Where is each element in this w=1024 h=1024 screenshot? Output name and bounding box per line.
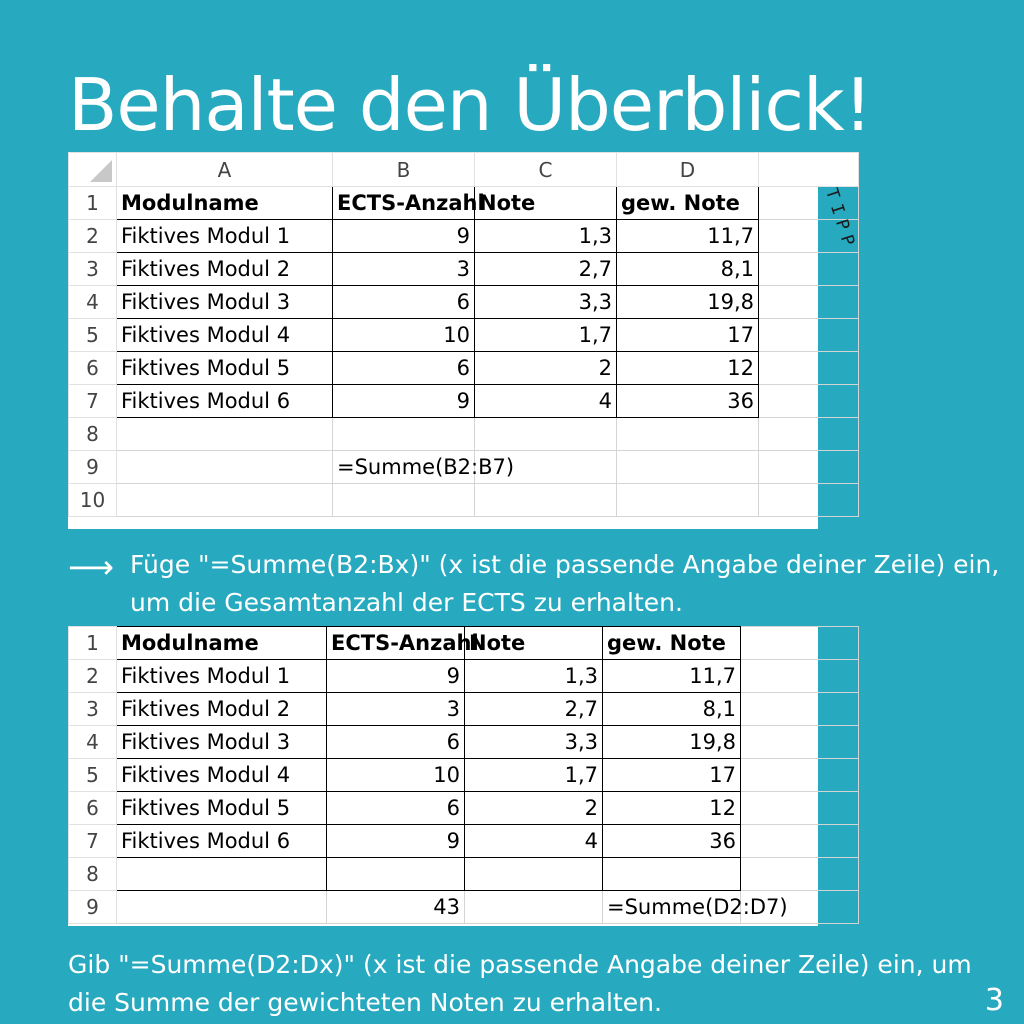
instruction-1-line-1: Füge "=Summe(B2:Bx)" (x ist die passende Angabe deiner Zeile) ein, <box>130 550 1000 579</box>
cell-d6[interactable]: 12 <box>603 792 741 825</box>
table-row <box>69 726 859 759</box>
cell-b1[interactable]: ECTS-Anzahl <box>327 627 465 660</box>
instruction-2-line-2: die Summe der gewichteten Noten zu erhalten. <box>68 988 662 1017</box>
spreadsheet-2 <box>68 626 818 926</box>
cell-d4[interactable]: 19,8 <box>617 286 759 319</box>
cell-d6[interactable]: 12 <box>617 352 759 385</box>
row-header[interactable]: 4 <box>69 286 117 319</box>
cell-b9-formula[interactable]: =Summe(B2:B7) <box>333 451 475 484</box>
column-header-d[interactable]: D <box>617 153 759 187</box>
cell-a9[interactable] <box>117 451 333 484</box>
row-header[interactable]: 3 <box>69 693 117 726</box>
table-row <box>69 627 859 660</box>
cell-c8[interactable] <box>465 858 603 891</box>
row-header[interactable]: 9 <box>69 891 117 924</box>
table-row <box>69 484 859 517</box>
cell-c2[interactable]: 1,3 <box>475 220 617 253</box>
cell-c6[interactable]: 2 <box>475 352 617 385</box>
cell-a3[interactable]: Fiktives Modul 2 <box>117 253 333 286</box>
cell-d3[interactable]: 8,1 <box>603 693 741 726</box>
cell-a3[interactable]: Fiktives Modul 2 <box>117 693 327 726</box>
table-row <box>69 253 859 286</box>
table-row <box>69 385 859 418</box>
cell-b10[interactable] <box>333 484 475 517</box>
row-header[interactable]: 10 <box>69 484 117 517</box>
cell-a6[interactable]: Fiktives Modul 5 <box>117 792 327 825</box>
cell-b2[interactable]: 9 <box>327 660 465 693</box>
table-row <box>69 891 859 924</box>
cell-d9-formula[interactable]: =Summe(D2:D7) <box>603 891 741 924</box>
instruction-1-line-2: um die Gesamtanzahl der ECTS zu erhalten. <box>130 588 683 617</box>
cell-a6[interactable]: Fiktives Modul 5 <box>117 352 333 385</box>
cell-e8[interactable] <box>759 418 859 451</box>
cell-a2[interactable]: Fiktives Modul 1 <box>117 220 333 253</box>
column-header-b[interactable]: B <box>333 153 475 187</box>
table-row <box>69 220 859 253</box>
cell-e4[interactable] <box>741 726 859 759</box>
cell-e1[interactable] <box>741 627 859 660</box>
cell-e6[interactable] <box>741 792 859 825</box>
row-header[interactable]: 6 <box>69 792 117 825</box>
row-header[interactable]: 8 <box>69 418 117 451</box>
cell-e4[interactable] <box>759 286 859 319</box>
cell-c6[interactable]: 2 <box>465 792 603 825</box>
row-header[interactable]: 6 <box>69 352 117 385</box>
instruction-2 <box>68 946 972 1022</box>
cell-b5[interactable]: 10 <box>327 759 465 792</box>
instruction-1 <box>130 546 999 622</box>
table-row <box>69 660 859 693</box>
row-header[interactable]: 2 <box>69 660 117 693</box>
cell-e9[interactable] <box>759 451 859 484</box>
cell-b7[interactable]: 9 <box>327 825 465 858</box>
table-row <box>69 693 859 726</box>
cell-d8[interactable] <box>617 418 759 451</box>
table-row <box>69 319 859 352</box>
cell-e3[interactable] <box>759 253 859 286</box>
row-header[interactable]: 2 <box>69 220 117 253</box>
cell-d9[interactable] <box>617 451 759 484</box>
cell-b4[interactable]: 6 <box>327 726 465 759</box>
cell-b5[interactable]: 10 <box>333 319 475 352</box>
cell-d1[interactable]: gew. Note <box>617 187 759 220</box>
cell-a1[interactable]: Modulname <box>117 187 333 220</box>
cell-e7[interactable] <box>741 825 859 858</box>
cell-b9-sum[interactable]: 43 <box>327 891 465 924</box>
row-header[interactable]: 1 <box>69 187 117 220</box>
table-row <box>69 792 859 825</box>
table-row <box>69 825 859 858</box>
cell-d2[interactable]: 11,7 <box>617 220 759 253</box>
table-row <box>69 286 859 319</box>
table-row <box>69 418 859 451</box>
cell-d10[interactable] <box>617 484 759 517</box>
table-row <box>69 451 859 484</box>
cell-a1[interactable]: Modulname <box>117 627 327 660</box>
cell-b1[interactable]: ECTS-Anzahl <box>333 187 475 220</box>
cell-c10[interactable] <box>475 484 617 517</box>
cell-e3[interactable] <box>741 693 859 726</box>
row-header[interactable]: 3 <box>69 253 117 286</box>
cell-b8[interactable] <box>327 858 465 891</box>
cell-c2[interactable]: 1,3 <box>465 660 603 693</box>
cell-a8[interactable] <box>117 418 333 451</box>
cell-a2[interactable]: Fiktives Modul 1 <box>117 660 327 693</box>
row-header[interactable]: 4 <box>69 726 117 759</box>
cell-c3[interactable]: 2,7 <box>465 693 603 726</box>
cell-c8[interactable] <box>475 418 617 451</box>
table-row <box>69 352 859 385</box>
table-row <box>69 187 859 220</box>
select-all-corner[interactable] <box>69 153 117 187</box>
spreadsheet-1-table <box>68 152 859 517</box>
cell-c5[interactable]: 1,7 <box>465 759 603 792</box>
cell-d5[interactable]: 17 <box>603 759 741 792</box>
cell-d7[interactable]: 36 <box>603 825 741 858</box>
instruction-2-line-1: Gib "=Summe(D2:Dx)" (x ist die passende Angabe deiner Zeile) ein, um <box>68 950 972 979</box>
spreadsheet-2-table <box>68 626 859 924</box>
cell-c7[interactable]: 4 <box>475 385 617 418</box>
cell-a5[interactable]: Fiktives Modul 4 <box>117 759 327 792</box>
arrow-right-icon: ⟶ <box>68 548 114 586</box>
cell-d8[interactable] <box>603 858 741 891</box>
cell-a4[interactable]: Fiktives Modul 3 <box>117 726 327 759</box>
cell-a7[interactable]: Fiktives Modul 6 <box>117 385 333 418</box>
cell-b3[interactable]: 3 <box>327 693 465 726</box>
cell-b8[interactable] <box>333 418 475 451</box>
cell-c1[interactable]: Note <box>475 187 617 220</box>
page-title: Behalte den Überblick! <box>68 63 872 147</box>
cell-b6[interactable]: 6 <box>327 792 465 825</box>
cell-d1[interactable]: gew. Note <box>603 627 741 660</box>
column-header-c[interactable]: C <box>475 153 617 187</box>
cell-e6[interactable] <box>759 352 859 385</box>
cell-b4[interactable]: 6 <box>333 286 475 319</box>
cell-d5[interactable]: 17 <box>617 319 759 352</box>
row-header[interactable]: 7 <box>69 385 117 418</box>
cell-c4[interactable]: 3,3 <box>475 286 617 319</box>
table-row <box>69 759 859 792</box>
cell-c3[interactable]: 2,7 <box>475 253 617 286</box>
cell-e2[interactable] <box>741 660 859 693</box>
spreadsheet-1 <box>68 152 818 529</box>
row-header[interactable]: 5 <box>69 319 117 352</box>
cell-c9[interactable] <box>465 891 603 924</box>
column-header-row <box>69 153 859 187</box>
row-header[interactable]: 8 <box>69 858 117 891</box>
cell-a5[interactable]: Fiktives Modul 4 <box>117 319 333 352</box>
cell-e7[interactable] <box>759 385 859 418</box>
cell-c7[interactable]: 4 <box>465 825 603 858</box>
cell-b7[interactable]: 9 <box>333 385 475 418</box>
cell-e5[interactable] <box>741 759 859 792</box>
cell-a9[interactable] <box>117 891 327 924</box>
cell-d2[interactable]: 11,7 <box>603 660 741 693</box>
cell-e10[interactable] <box>759 484 859 517</box>
column-header-e[interactable] <box>759 153 859 187</box>
cell-b2[interactable]: 9 <box>333 220 475 253</box>
cell-d3[interactable]: 8,1 <box>617 253 759 286</box>
cell-d4[interactable]: 19,8 <box>603 726 741 759</box>
row-header[interactable]: 7 <box>69 825 117 858</box>
cell-a8[interactable] <box>117 858 327 891</box>
cell-e8[interactable] <box>741 858 859 891</box>
column-header-a[interactable]: A <box>117 153 333 187</box>
tipp-label: TIPP <box>820 186 861 254</box>
cell-a4[interactable]: Fiktives Modul 3 <box>117 286 333 319</box>
cell-c1[interactable]: Note <box>465 627 603 660</box>
cell-a7[interactable]: Fiktives Modul 6 <box>117 825 327 858</box>
row-header[interactable]: 5 <box>69 759 117 792</box>
cell-b3[interactable]: 3 <box>333 253 475 286</box>
table-row <box>69 858 859 891</box>
cell-c5[interactable]: 1,7 <box>475 319 617 352</box>
row-header[interactable]: 1 <box>69 627 117 660</box>
row-header[interactable]: 9 <box>69 451 117 484</box>
cell-b6[interactable]: 6 <box>333 352 475 385</box>
page-number: 3 <box>984 983 1004 1018</box>
cell-e5[interactable] <box>759 319 859 352</box>
cell-a10[interactable] <box>117 484 333 517</box>
cell-c4[interactable]: 3,3 <box>465 726 603 759</box>
cell-d7[interactable]: 36 <box>617 385 759 418</box>
